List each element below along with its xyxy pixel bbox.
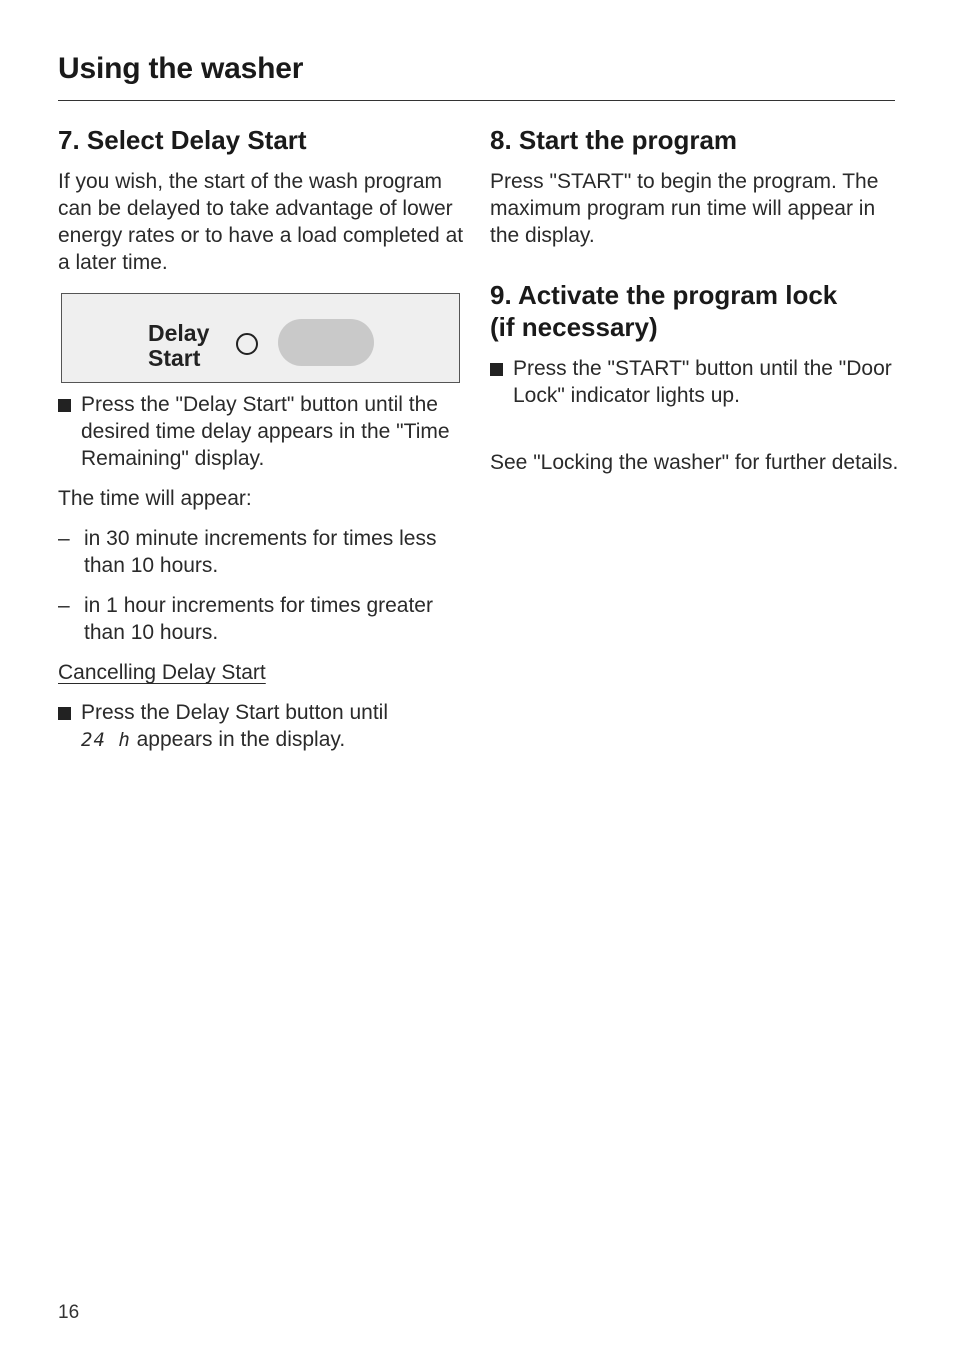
list-item bbox=[58, 592, 468, 646]
delay-start-button-graphic bbox=[278, 319, 374, 366]
cancel-subheading-text: Cancelling Delay Start bbox=[58, 661, 266, 684]
bullet-square-icon bbox=[490, 363, 503, 376]
dash-text: in 1 hour increments for times greater than 10 hours. bbox=[84, 594, 433, 644]
list-item bbox=[490, 355, 900, 409]
left-column bbox=[58, 124, 468, 754]
page-number: 16 bbox=[58, 1302, 80, 1323]
section-heading-delay-start: 7. Select Delay Start bbox=[58, 125, 307, 155]
delay-start-panel-label bbox=[148, 321, 228, 371]
delay-start-intro: If you wish, the start of the wash program can be delayed to take advantage of lower energy rates or to have a load completed at a later time. bbox=[58, 170, 464, 274]
right-column bbox=[490, 124, 900, 476]
bullet-square-icon bbox=[58, 399, 71, 412]
dash-marker: – bbox=[58, 594, 70, 617]
page-title: Using the washer bbox=[58, 52, 304, 85]
see-also-text: See "Locking the washer" for further details. bbox=[490, 451, 899, 474]
section-heading-start-program: 8. Start the program bbox=[490, 125, 738, 155]
section-heading-program-lock bbox=[490, 279, 900, 343]
time-intro: The time will appear: bbox=[58, 487, 252, 510]
bullet-text: Press the "START" button until the "Door Lock" indicator lights up. bbox=[513, 357, 892, 407]
bullet-text-tail: appears in the display. bbox=[130, 728, 346, 751]
heading-line2: (if necessary) bbox=[490, 312, 658, 342]
display-readout: 24 h bbox=[81, 729, 131, 751]
start-program-text: Press "START" to begin the program. The maximum program run time will appear in the display. bbox=[490, 170, 879, 247]
heading-line1: 9. Activate the program lock bbox=[490, 280, 838, 310]
list-item bbox=[58, 391, 468, 472]
delay-start-panel-illustration bbox=[61, 293, 460, 383]
panel-label-line1: Delay bbox=[148, 320, 210, 346]
bullet-text: Press the Delay Start button until bbox=[81, 701, 388, 724]
bullet-text: Press the "Delay Start" button until the desired time delay appears in the "Time Remaining" display. bbox=[81, 393, 450, 470]
cancel-subheading bbox=[58, 659, 468, 686]
list-item bbox=[58, 699, 468, 754]
bullet-square-icon bbox=[58, 707, 71, 720]
title-divider bbox=[58, 100, 895, 101]
panel-label-line2: Start bbox=[148, 345, 201, 371]
dash-marker: – bbox=[58, 527, 70, 550]
list-item bbox=[58, 525, 468, 579]
indicator-led-icon bbox=[236, 333, 258, 355]
dash-text: in 30 minute increments for times less than 10 hours. bbox=[84, 527, 437, 577]
